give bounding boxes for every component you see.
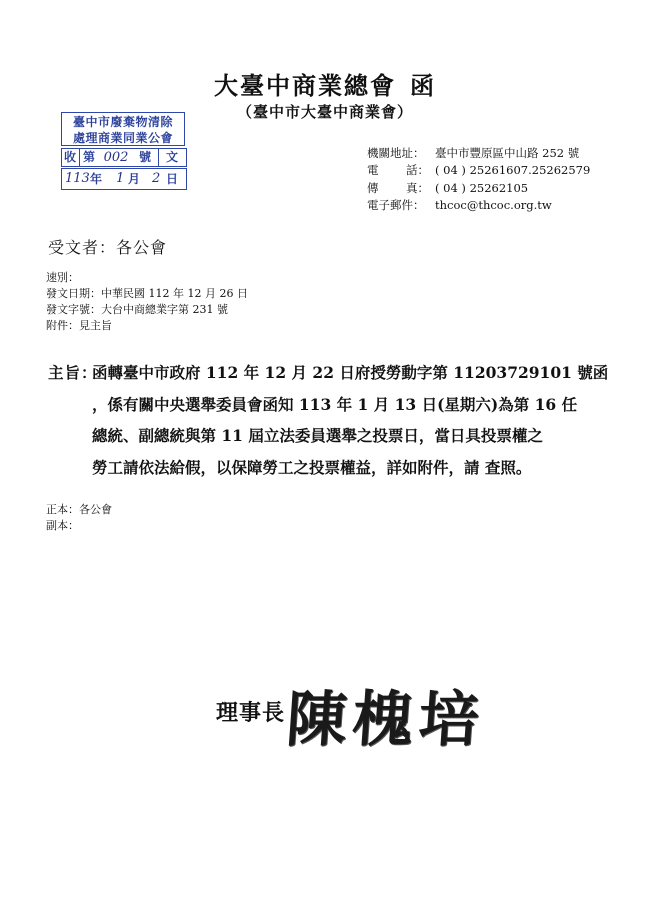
recipient-label: 受文者： (48, 238, 117, 257)
stamp-org-line2: 處理商業同業公會 (72, 131, 173, 145)
contact-fax-row (367, 180, 590, 197)
stamp-word-label: 第 (82, 150, 95, 164)
stamp-org-line1: 臺中市廢棄物清除 (72, 115, 173, 129)
stamp-wen-label: 文 (165, 150, 178, 164)
document-meta (46, 270, 248, 334)
contact-phone-row (367, 162, 590, 179)
phone-value: ( 04 ) 25261607.25262579 (435, 163, 591, 178)
document-type: 函 (410, 71, 436, 100)
fax-label-part: 真： (406, 180, 429, 195)
signature-seal-name: 陳槐培 (284, 685, 488, 755)
distribution-main: 正本：各公會 (46, 503, 112, 516)
stamp-date-row (61, 168, 187, 190)
document-title (0, 66, 650, 101)
email-label: 電子郵件： (367, 197, 425, 212)
issuing-org: 大臺中商業總會 (214, 71, 396, 100)
stamp-divider (158, 149, 159, 166)
meta-speed: 速別： (46, 271, 79, 284)
stamp-divider (79, 149, 80, 166)
stamp-number-row (61, 148, 187, 167)
phone-label (367, 162, 429, 179)
fax-value: ( 04 ) 25262105 (435, 180, 529, 195)
subject-line: 總統、副總統與第 11 屆立法委員選舉之投票日，當日具投票權之 (92, 426, 543, 446)
email-value: thcoc@thcoc.org.tw (435, 197, 552, 212)
subject-line: 函轉臺中市政府 112 年 12 月 22 日府授勞動字第 11203729101 號函 (92, 363, 609, 382)
stamp-year-unit: 年 (90, 172, 103, 186)
distribution-copy: 副本： (46, 519, 79, 532)
receipt-stamp (61, 112, 188, 194)
contact-block (367, 145, 590, 214)
phone-label-part: 電 (367, 163, 379, 178)
subject-label: 主旨： (48, 363, 98, 382)
address-label: 機關地址： (367, 146, 425, 160)
stamp-day-unit: 日 (166, 172, 179, 186)
subject-line: 勞工請依法給假，以保障勞工之投票權益，詳如附件，請 查照。 (92, 457, 532, 477)
contact-address-row (367, 145, 590, 162)
stamp-recv-label: 收 (63, 150, 76, 164)
stamp-day: 2 (152, 171, 161, 186)
stamp-org-box (61, 112, 185, 146)
stamp-hao-label: 號 (138, 150, 151, 164)
stamp-number: 002 (103, 150, 129, 165)
subject-line: ，係有關中央選舉委員會函知 113 年 1 月 13 日(星期六)為第 16 任 (92, 394, 578, 414)
fax-label-part: 傳 (367, 180, 379, 195)
distribution-list (46, 502, 112, 534)
meta-attachment: 附件：見主旨 (46, 319, 112, 332)
stamp-month-unit: 月 (128, 172, 141, 186)
meta-reference-number: 發文字號：大台中商總業字第 231 號 (46, 303, 228, 316)
recipient-value: 各公會 (116, 238, 168, 257)
recipient-line (48, 235, 167, 258)
stamp-year: 113 (65, 171, 90, 186)
contact-email-row (367, 197, 590, 214)
phone-label-part: 話： (406, 163, 429, 178)
fax-label (367, 180, 429, 197)
address-value: 臺中市豐原區中山路 252 號 (435, 146, 580, 160)
document-subtitle: （臺中市大臺中商業會） (236, 103, 413, 121)
stamp-month: 1 (116, 171, 125, 186)
signatory-title: 理事長 (216, 700, 286, 726)
meta-date: 發文日期：中華民國 112 年 12 月 26 日 (46, 287, 248, 300)
